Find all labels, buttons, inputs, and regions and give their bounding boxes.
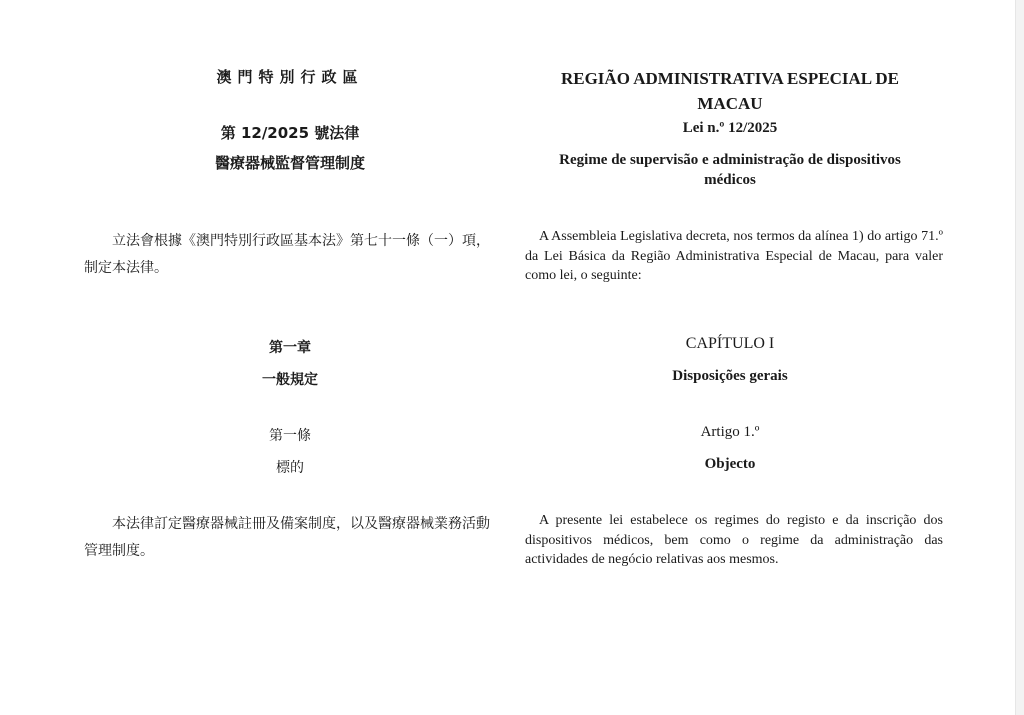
pt-region-heading: REGIÃO ADMINISTRATIVA ESPECIAL DE MACAU xyxy=(560,69,900,113)
zh-law-number: 第 12/2025 號法律 xyxy=(220,124,360,142)
pt-law-title: Regime de supervisão e administração de dispositivos médicos xyxy=(559,152,901,188)
pt-chapter-number: CAPÍTULO I xyxy=(685,335,775,352)
pt-intro-paragraph: A Assembleia Legislativa decreta, nos termos da alínea 1) do artigo 71.º da Lei Básica da Região Administrativa Especial de Macau, para valer como lei, o seguinte: xyxy=(525,229,943,283)
zh-chapter-number: 第一章 xyxy=(269,340,311,356)
zh-article-title: 標的 xyxy=(276,460,304,476)
pt-law-number: Lei n.º 12/2025 xyxy=(682,120,778,136)
zh-article-number: 第一條 xyxy=(269,428,311,444)
zh-article-body: 本法律訂定醫療器械註冊及備案制度，以及醫療器械業務活動管理制度。 xyxy=(84,516,490,559)
pt-article-body: A presente lei estabelece os regimes do registo e da inscrição dos dispositivos médicos, bem como o regime da administração das actividades de negócio relativas aos mesmos. xyxy=(525,513,943,567)
pt-article-number: Artigo 1.º xyxy=(700,424,760,440)
pt-article-title: Objecto xyxy=(704,456,756,472)
zh-intro-paragraph: 立法會根據《澳門特別行政區基本法》第七十一條（一）項，制定本法律。 xyxy=(84,233,490,276)
pt-chapter-title: Disposições gerais xyxy=(672,368,788,384)
zh-law-title: 醫療器械監督管理制度 xyxy=(214,154,365,172)
zh-region-heading: 澳門特別行政區 xyxy=(216,68,364,86)
page-edge-margin xyxy=(1015,0,1024,715)
zh-chapter-title: 一般規定 xyxy=(262,372,318,388)
